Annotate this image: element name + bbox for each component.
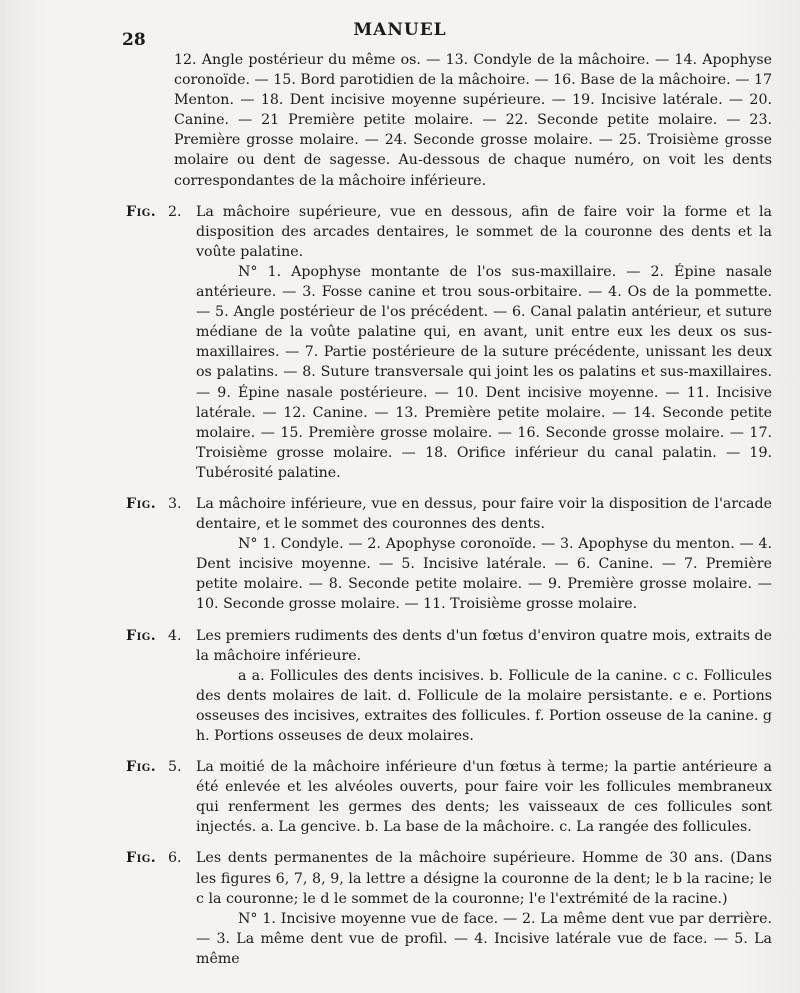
figure-label: Fig. [126,627,157,644]
figure-number: 2. [168,203,182,220]
figure-number: 5. [168,759,182,776]
figure-label: Fig. [126,203,157,220]
figure-number: 3. [168,495,182,512]
figure-detail: N° 1. Condyle. — 2. Apophyse coronoïde. — 3. Apophyse du menton. — 4. Dent incisive moyenne. — 5. Incisive latérale. — 6. Canine. — 7. Première petite molaire. — 8. Seconde petite molaire. — 9. Première grosse molaire. — 10. Seconde grosse molaire. — 11. Troisième grosse molaire. [196,536,772,613]
figure-number: 6. [168,850,182,867]
figure-caption: La mâchoire supérieure, vue en dessous, afin de faire voir la forme et la disposition des arcades dentaires, le sommet de la couronne des dents et la voûte palatine. [196,203,772,260]
figure-3-entry [126,494,772,615]
running-title: MANUEL [353,20,447,40]
figure-detail: N° 1. Incisive moyenne vue de face. — 2. La même dent vue par derrière. — 3. La même dent vue de profil. — 4. Incisive latérale vue de face. — 5. La même [196,910,772,967]
figure-detail: N° 1. Apophyse montante de l'os sus-maxillaire. — 2. Épine nasale antérieure. — 3. Fosse canine et trou sous-orbitaire. — 4. Os de la pommette. — 5. Angle postérieur de l'os précédent. — 6. Canal palatin antérieur, et suture médiane de la voûte palatine qui, en avant, unit entre eux les deux os sus-maxillaires. — 7. Partie postérieure de la suture précédente, unissant les deux os palatins. — 8. Suture transversale qui joint les os palatins et sus-maxillaires. — 9. Épine nasale postérieure. — 10. Dent incisive moyenne. — 11. Incisive latérale. — 12. Canine. — 13. Première petite molaire. — 14. Seconde petite molaire. — 15. Première grosse molaire. — 16. Seconde grosse molaire. — 17. Troisième grosse molaire. — 18. Orifice inférieur du canal palatin. — 19. Tubérosité palatine. [196,263,772,481]
figure-4-entry [126,626,772,747]
figure-label: Fig. [126,850,157,867]
figure-label: Fig. [126,495,157,512]
figure-5-entry [126,757,772,837]
figure-caption: La moitié de la mâchoire inférieure d'un fœtus à terme; la partie antérieure a été enlevée et les alvéoles ouverts, pour faire voir les follicules membraneux qui renferment les germes des dents; les vaisseaux de ces follicules sont injectés. a. La gencive. b. La base de la mâchoire. c. La rangée des follicules. [196,759,772,836]
page-header [0,20,800,50]
page-number: 28 [122,30,146,50]
figure-caption: Les premiers rudiments des dents d'un fœtus d'environ quatre mois, extraits de la mâchoire inférieure. [196,627,772,664]
figure-2-entry [126,202,772,483]
figure-number: 4. [168,627,182,644]
figure-detail: a a. Follicules des dents incisives. b. Follicule de la canine. c c. Follicules des dents molaires de lait. d. Follicule de la molaire persistante. e e. Portions osseuses des incisives, extraites des follicules. f. Portion osseuse de la canine. g h. Portions osseuses de deux molaires. [196,667,772,744]
figure-label: Fig. [126,759,157,776]
figure-6-entry [126,848,772,969]
page-body [126,50,772,969]
intro-paragraph: 12. Angle postérieur du même os. — 13. Condyle de la mâchoire. — 14. Apophyse coronoïde. — 15. Bord parotidien de la mâchoire. — 16. Base de la mâchoire. — 17 Menton. — 18. Dent incisive moyenne supérieure. — 19. Incisive latérale. — 20. Canine. — 21 Première petite molaire. — 22. Seconde petite molaire. — 23. Première grosse molaire. — 24. Seconde grosse molaire. — 25. Troisième grosse molaire ou dent de sagesse. Au-dessous de chaque numéro, on voit les dents correspondantes de la mâchoire inférieure. [174,52,772,189]
figure-caption: La mâchoire inférieure, vue en dessus, pour faire voir la disposition de l'arcade dentaire, et le sommet des couronnes des dents. [196,495,772,533]
figure-caption: Les dents permanentes de la mâchoire supérieure. Homme de 30 ans. (Dans les figures 6, 7, 8, 9, la lettre a désigne la couronne de la dent; le b la racine; le c la couronne; le d le sommet de la couronne; l'e l'extrémité de la racine.) [196,850,772,907]
